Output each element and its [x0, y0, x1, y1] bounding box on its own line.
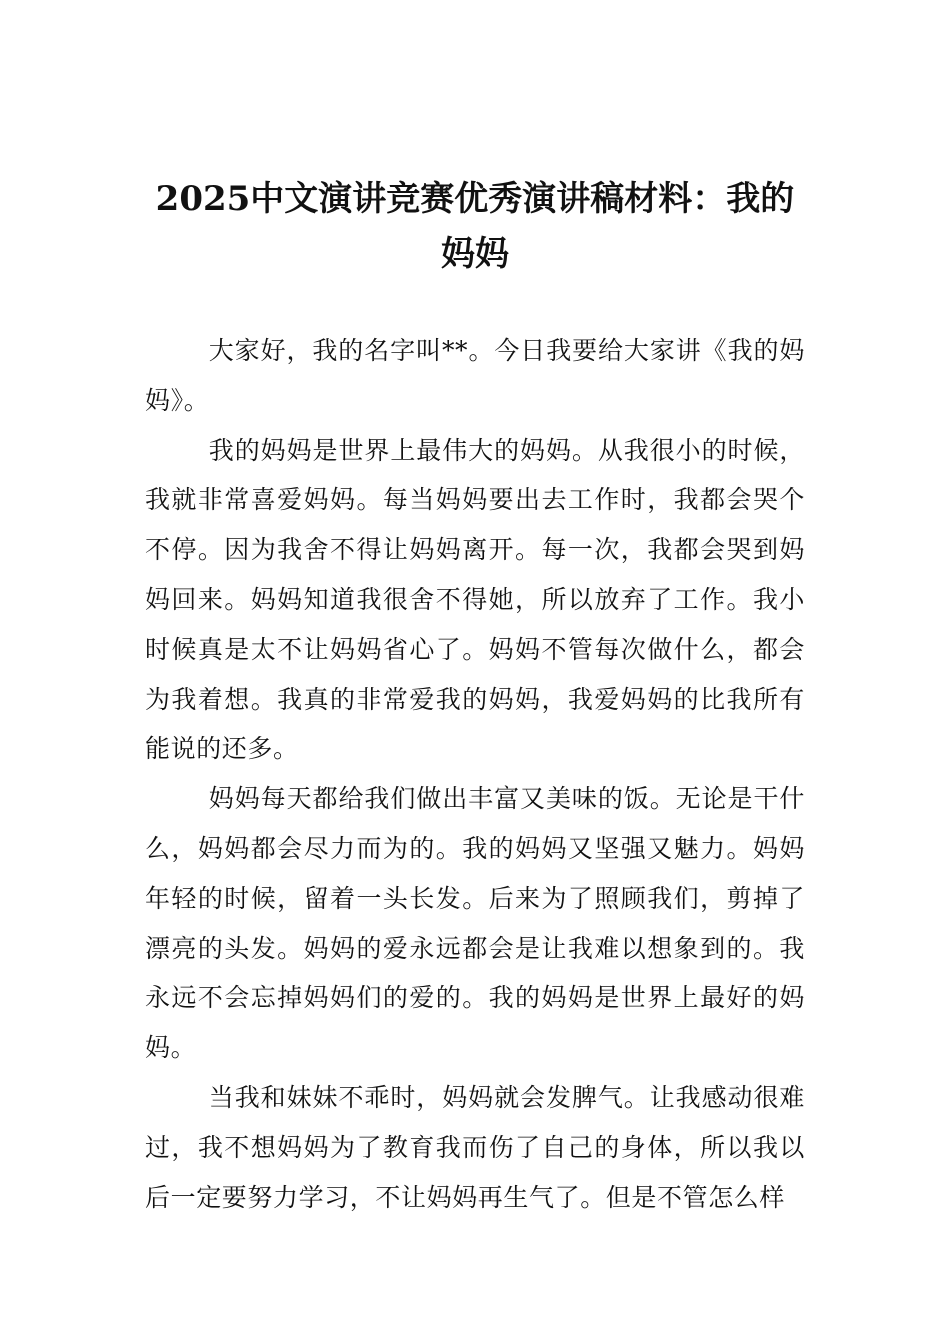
document-body: [145, 326, 805, 1222]
paragraph-daily-meals: 妈妈每天都给我们做出丰富又美味的饭。无论是干什么，妈妈都会尽力而为的。我的妈妈又坚强又魅力。妈妈年轻的时候，留着一头长发。后来为了照顾我们，剪掉了漂亮的头发。妈妈的爱永远都会是让我难以想象到的。我永远不会忘掉妈妈们的爱的。我的妈妈是世界上最好的妈妈。: [145, 784, 805, 1063]
paragraph-greeting: 大家好，我的名字叫**。今日我要给大家讲《我的妈妈》。: [145, 336, 805, 415]
paragraph-greatest-mom: 我的妈妈是世界上最伟大的妈妈。从我很小的时候，我就非常喜爱妈妈。每当妈妈要出去工作时，我都会哭个不停。因为我舍不得让妈妈离开。每一次，我都会哭到妈妈回来。妈妈知道我很舍不得她，所以放弃了工作。我小时候真是太不让妈妈省心了。妈妈不管每次做什么，都会为我着想。我真的非常爱我的妈妈，我爱妈妈的比我所有能说的还多。: [145, 435, 805, 764]
paragraph-naughty: 当我和妹妹不乖时，妈妈就会发脾气。让我感动很难过，我不想妈妈为了教育我而伤了自己的身体，所以我以后一定要努力学习，不让妈妈再生气了。但是不管怎么样: [145, 1082, 805, 1212]
document-title: 2025中文演讲竞赛优秀演讲稿材料：我的妈妈: [155, 179, 795, 274]
